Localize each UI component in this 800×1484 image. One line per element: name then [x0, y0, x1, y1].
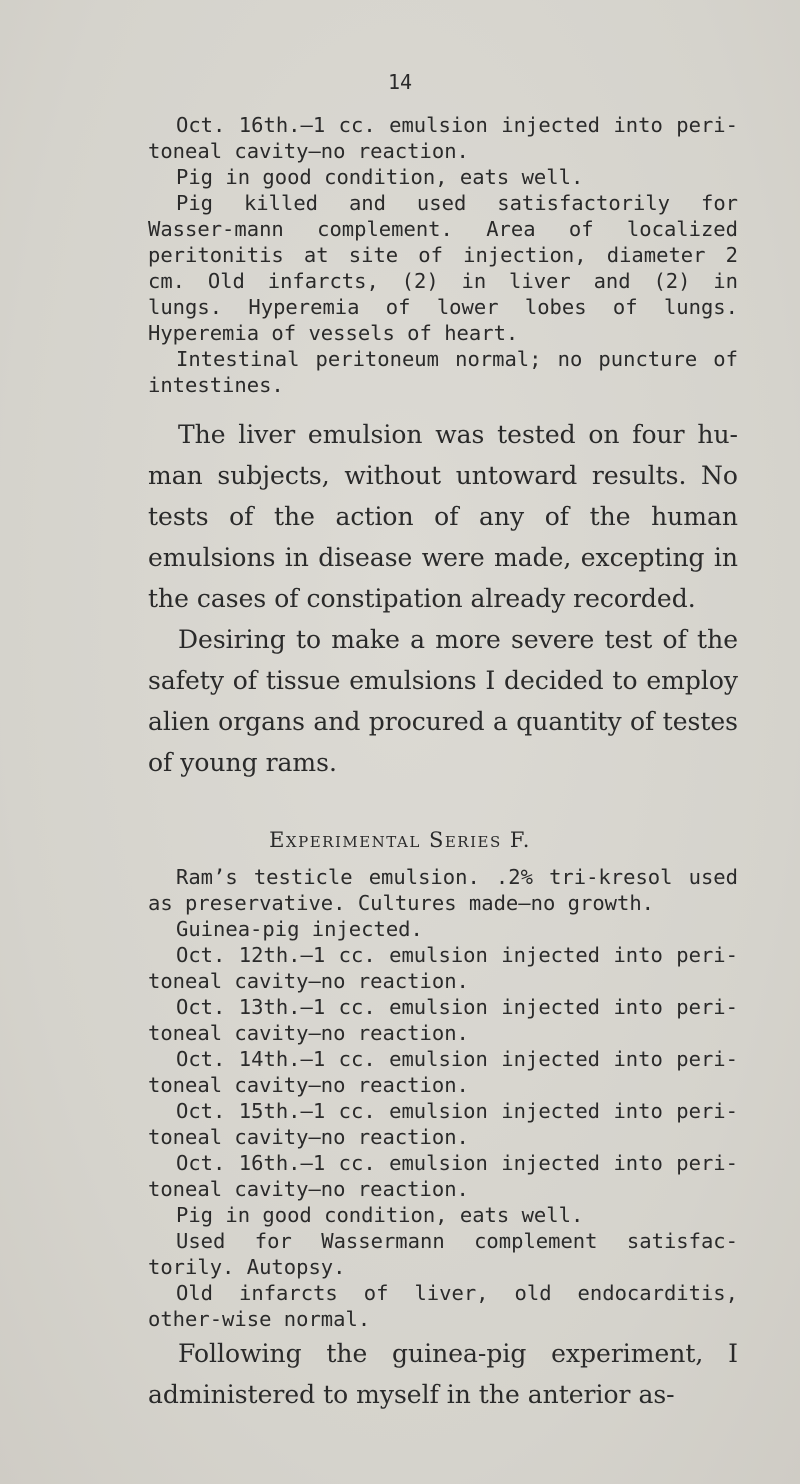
page-number: 14 — [387, 70, 413, 94]
paragraph: Ram’s testicle emulsion. .2% tri-kresol used as preservative. Cultures made—no growth. — [148, 865, 738, 915]
body-text — [148, 414, 738, 783]
autopsy-notes — [148, 112, 738, 398]
paragraph: Guinea-pig injected. — [176, 917, 423, 941]
paragraph: Following the guinea-pig experiment, I administered to myself in the anterior as- — [148, 1339, 738, 1409]
paragraph: Oct. 14th.—1 cc. emulsion injected into peri-toneal cavity—no reaction. — [148, 1047, 738, 1097]
paragraph: Oct. 16th.—1 cc. emulsion injected into peri-toneal cavity—no reaction. — [148, 1151, 738, 1201]
paragraph: Desiring to make a more severe test of the safety of tissue emulsions I decided to employ alien organs and procured a quantity of testes of young rams. — [148, 625, 738, 777]
paragraph: Oct. 12th.—1 cc. emulsion injected into peri-toneal cavity—no reaction. — [148, 943, 738, 993]
section-heading: Experimental Series F. — [269, 828, 531, 852]
paragraph: Used for Wassermann complement satisfac-torily. Autopsy. — [148, 1229, 738, 1279]
paragraph: Pig killed and used satisfactorily for Wasser-mann complement. Area of localized peritonitis at site of injection, diameter 2 cm. Old infarcts, (2) in liver and (2) in lungs. Hyperemia of lower lobes of lungs. Hyperemia of vessels of heart. — [148, 191, 738, 345]
paragraph: Pig in good condition, eats well. — [176, 165, 584, 189]
paragraph: Oct. 13th.—1 cc. emulsion injected into peri-toneal cavity—no reaction. — [148, 995, 738, 1045]
paragraph: Oct. 16th.—1 cc. emulsion injected into peri-toneal cavity—no reaction. — [148, 113, 738, 163]
paragraph: Pig in good condition, eats well. — [176, 1203, 584, 1227]
body-text-continued — [148, 1333, 738, 1415]
paragraph: The liver emulsion was tested on four hu-man subjects, without untoward results. No tests of the action of any of the human emulsions in disease were made, excepting in the cases of constipation already recorded. — [148, 420, 738, 613]
paragraph: Oct. 15th.—1 cc. emulsion injected into peri-toneal cavity—no reaction. — [148, 1099, 738, 1149]
paragraph: Old infarcts of liver, old endocarditis, other-wise normal. — [148, 1281, 738, 1331]
paragraph: Intestinal peritoneum normal; no puncture of intestines. — [148, 347, 738, 397]
experiment-notes — [148, 864, 738, 1332]
